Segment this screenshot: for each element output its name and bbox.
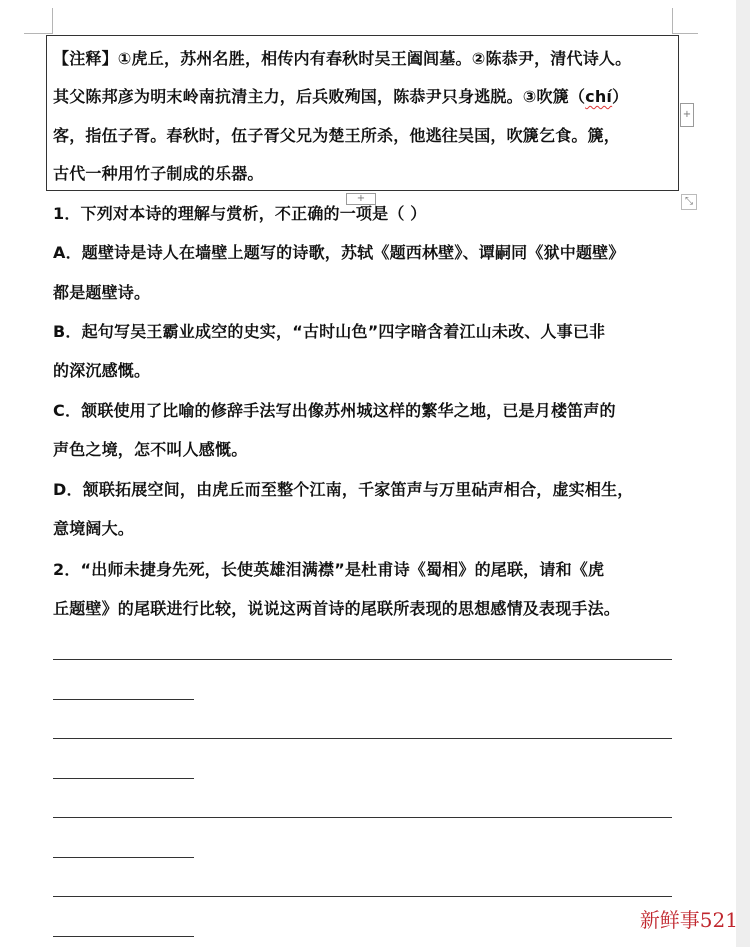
crop-mark-top-right: [672, 8, 673, 34]
option-c-line-2: 声色之境，怎不叫人感慨。: [53, 440, 248, 459]
answer-line-short-1[interactable]: [53, 699, 194, 700]
answer-line-long-3[interactable]: [53, 817, 672, 818]
annotation-close-paren: ）: [612, 87, 629, 106]
option-b-line-1: B．起句写吴王霸业成空的史实，“古时山色”四字暗含着江山未改、人事已非: [53, 322, 606, 341]
answer-line-long-1[interactable]: [53, 659, 672, 660]
option-d-line-1: D．颔联拓展空间，由虎丘而至整个江南，千家笛声与万里砧声相合，虚实相生，: [53, 480, 634, 499]
option-d-line-2: 意境阔大。: [53, 519, 135, 538]
answer-line-long-4[interactable]: [53, 896, 672, 897]
crop-mark-top-right-horizontal: [672, 33, 698, 34]
textbox-add-right-handle[interactable]: +: [680, 103, 694, 127]
annotation-line-1: 【注释】①虎丘，苏州名胜，相传内有春秋时吴王阖闾墓。②陈恭尹，清代诗人。: [53, 49, 632, 68]
crop-mark-top-left-horizontal: [24, 33, 52, 34]
answer-line-long-2[interactable]: [53, 738, 672, 739]
answer-line-short-2[interactable]: [53, 778, 194, 779]
annotation-line-2: [53, 87, 628, 107]
annotation-text-box[interactable]: [46, 35, 679, 191]
textbox-add-bottom-handle[interactable]: +: [346, 193, 376, 205]
question-2-line-2: 丘题壁》的尾联进行比较，说说这两首诗的尾联所表现的思想感情及表现手法。: [53, 599, 621, 618]
pinyin-chi: chí: [585, 87, 613, 106]
answer-line-short-4[interactable]: [53, 936, 194, 937]
question-1-stem: 1．下列对本诗的理解与赏析，不正确的一项是（ ）: [53, 204, 427, 223]
crop-mark-top-left: [52, 8, 53, 34]
option-a-line-1: A．题壁诗是诗人在墙壁上题写的诗歌，苏轼《题西林壁》、谭嗣同《狱中题壁》: [53, 243, 625, 262]
option-a-line-2: 都是题壁诗。: [53, 283, 151, 302]
scrollbar-track[interactable]: [736, 0, 750, 947]
question-2-line-1: 2．“出师未捷身先死，长使英雄泪满襟”是杜甫诗《蜀相》的尾联，请和《虎: [53, 560, 605, 579]
option-c-line-1: C．颔联使用了比喻的修辞手法写出像苏州城这样的繁华之地，已是月楼笛声的: [53, 401, 616, 420]
answer-line-short-3[interactable]: [53, 857, 194, 858]
annotation-line-2-text: 其父陈邦彦为明末岭南抗清主力，后兵败殉国，陈恭尹只身逃脱。③吹篪（: [53, 87, 586, 106]
option-b-line-2: 的深沉感慨。: [53, 361, 151, 380]
watermark: 新鲜事521: [639, 908, 738, 932]
textbox-resize-handle[interactable]: ⤡: [681, 194, 697, 210]
annotation-line-3: 客，指伍子胥。春秋时，伍子胥父兄为楚王所杀，他逃往吴国，吹篪乞食。篪，: [53, 126, 621, 145]
annotation-line-4: 古代一种用竹子制成的乐器。: [53, 164, 264, 183]
